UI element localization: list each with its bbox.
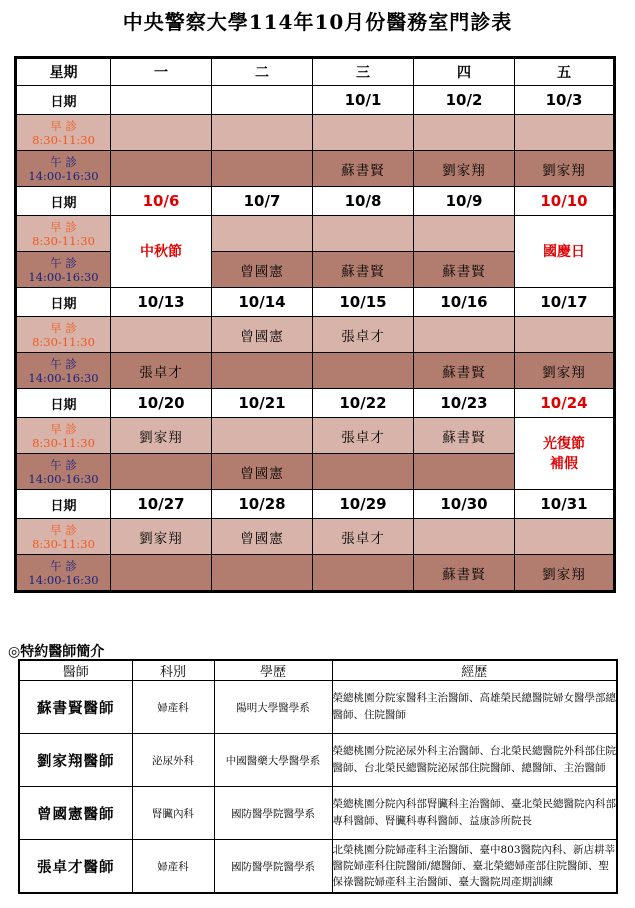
date-cell: 10/27 <box>111 490 212 519</box>
weekday-mon: 一 <box>111 58 212 86</box>
doctor-exp: 北榮桃園分院婦產科主治醫師、臺中803醫院內科、新店耕莘醫院婦產科住院醫師/總醫師、臺北榮總婦產部住院醫師、聖保祿醫院婦產科主治醫師、臺大醫院周產期訓練 <box>332 840 617 894</box>
date-cell: 10/13 <box>111 288 212 317</box>
afternoon-slot: 張卓才 <box>111 353 212 389</box>
date-row <box>16 389 615 418</box>
morning-label <box>16 519 111 555</box>
afternoon-slot <box>212 555 313 592</box>
afternoon-slot: 劉家翔 <box>515 353 615 389</box>
doctors-header-exp: 經歷 <box>332 660 617 681</box>
doctor-edu: 中國醫藥大學醫學系 <box>214 734 332 787</box>
holiday-mid-autumn: 中秋節 <box>111 216 212 288</box>
doctor-dept: 腎臟內科 <box>132 787 214 840</box>
table-row <box>19 734 617 787</box>
doctor-edu: 國防醫學院醫學系 <box>214 840 332 894</box>
doctor-dept: 婦產科 <box>132 840 214 894</box>
date-cell: 10/20 <box>111 389 212 418</box>
doctor-dept: 婦產科 <box>132 681 214 734</box>
doctors-header-dept: 科別 <box>132 660 214 681</box>
afternoon-time: 14:00-16:30 <box>28 370 99 385</box>
morning-label <box>16 317 111 353</box>
afternoon-label <box>16 454 111 490</box>
afternoon-slot <box>414 454 515 490</box>
afternoon-slot: 曾國憲 <box>212 252 313 288</box>
afternoon-slot: 蘇書賢 <box>313 151 414 187</box>
morning-slot: 張卓才 <box>313 418 414 454</box>
table-row <box>19 787 617 840</box>
date-cell: 10/23 <box>414 389 515 418</box>
date-cell: 10/17 <box>515 288 615 317</box>
morning-slot: 蘇書賢 <box>414 418 515 454</box>
date-row <box>16 86 615 115</box>
afternoon-slot: 蘇書賢 <box>414 353 515 389</box>
afternoon-slot <box>111 454 212 490</box>
afternoon-name: 午 診 <box>50 356 77 371</box>
morning-row <box>16 115 615 151</box>
table-row <box>19 840 617 894</box>
date-cell: 10/1 <box>313 86 414 115</box>
afternoon-slot <box>111 151 212 187</box>
afternoon-name: 午 診 <box>50 255 77 270</box>
weekday-thu: 四 <box>414 58 515 86</box>
doctor-edu: 國防醫學院醫學系 <box>214 787 332 840</box>
afternoon-slot <box>212 151 313 187</box>
morning-slot <box>515 519 615 555</box>
morning-name: 早 診 <box>50 522 77 537</box>
date-cell: 10/29 <box>313 490 414 519</box>
table-row <box>19 681 617 734</box>
afternoon-time: 14:00-16:30 <box>28 572 99 587</box>
holiday-national-day: 國慶日 <box>515 216 615 288</box>
morning-time: 8:30-11:30 <box>32 435 95 450</box>
date-cell-holiday: 10/6 <box>111 187 212 216</box>
morning-time: 8:30-11:30 <box>32 233 95 248</box>
morning-slot <box>414 317 515 353</box>
morning-name: 早 診 <box>50 421 77 436</box>
morning-slot: 劉家翔 <box>111 418 212 454</box>
date-cell: 10/2 <box>414 86 515 115</box>
holiday-retrocession-line1: 光復節 <box>543 435 585 452</box>
morning-slot <box>111 115 212 151</box>
date-label: 日期 <box>16 490 111 519</box>
page-title: 中央警察大學114年10月份醫務室門診表 <box>122 10 513 34</box>
morning-slot <box>111 317 212 353</box>
morning-slot <box>414 115 515 151</box>
afternoon-row <box>16 555 615 592</box>
date-cell: 10/7 <box>212 187 313 216</box>
doctors-header-row <box>19 660 617 681</box>
date-cell: 10/9 <box>414 187 515 216</box>
morning-time: 8:30-11:30 <box>32 132 95 147</box>
afternoon-slot <box>111 555 212 592</box>
morning-slot: 張卓才 <box>313 519 414 555</box>
afternoon-slot <box>313 454 414 490</box>
date-cell: 10/8 <box>313 187 414 216</box>
morning-row <box>16 418 615 454</box>
morning-slot <box>212 418 313 454</box>
afternoon-label <box>16 555 111 592</box>
afternoon-slot: 蘇書賢 <box>313 252 414 288</box>
date-cell: 10/14 <box>212 288 313 317</box>
morning-slot: 張卓才 <box>313 317 414 353</box>
doctor-exp: 榮總桃園分院內科部腎臟科主治醫師、臺北榮民總醫院內科部專科醫師、腎臟科專科醫師、益康診所院長 <box>332 787 617 840</box>
morning-slot <box>515 115 615 151</box>
morning-time: 8:30-11:30 <box>32 536 95 551</box>
afternoon-time: 14:00-16:30 <box>28 471 99 486</box>
morning-row <box>16 519 615 555</box>
afternoon-slot: 曾國憲 <box>212 454 313 490</box>
morning-row <box>16 317 615 353</box>
morning-name: 早 診 <box>50 219 77 234</box>
holiday-retrocession-line2: 補假 <box>550 455 578 472</box>
weekday-wed: 三 <box>313 58 414 86</box>
clinic-schedule-table <box>14 56 616 593</box>
date-row <box>16 187 615 216</box>
date-cell: 10/28 <box>212 490 313 519</box>
date-row <box>16 288 615 317</box>
date-cell-holiday: 10/10 <box>515 187 615 216</box>
doctor-dept: 泌尿外科 <box>132 734 214 787</box>
morning-label <box>16 115 111 151</box>
morning-slot <box>414 519 515 555</box>
afternoon-slot: 蘇書賢 <box>414 555 515 592</box>
afternoon-slot <box>313 555 414 592</box>
morning-time: 8:30-11:30 <box>32 334 95 349</box>
date-label: 日期 <box>16 187 111 216</box>
date-label: 日期 <box>16 86 111 115</box>
doctors-table <box>18 659 618 894</box>
date-cell: 10/30 <box>414 490 515 519</box>
doctor-name: 劉家翔醫師 <box>19 734 132 787</box>
afternoon-name: 午 診 <box>50 457 77 472</box>
weekday-tue: 二 <box>212 58 313 86</box>
afternoon-slot: 蘇書賢 <box>414 252 515 288</box>
doctor-name: 蘇書賢醫師 <box>19 681 132 734</box>
date-cell <box>212 86 313 115</box>
date-cell-holiday: 10/24 <box>515 389 615 418</box>
date-cell: 10/21 <box>212 389 313 418</box>
doctor-edu: 陽明大學醫學系 <box>214 681 332 734</box>
afternoon-slot: 劉家翔 <box>515 151 615 187</box>
doctors-header-edu: 學歷 <box>214 660 332 681</box>
holiday-retrocession <box>515 418 615 490</box>
morning-slot <box>414 216 515 252</box>
morning-slot: 曾國憲 <box>212 519 313 555</box>
morning-slot <box>313 115 414 151</box>
afternoon-label <box>16 151 111 187</box>
doctor-exp: 榮總桃園分院泌尿外科主治醫師、台北榮民總醫院外科部住院醫師、台北榮民總醫院泌尿部住院醫師、總醫師、主治醫師 <box>332 734 617 787</box>
afternoon-row <box>16 151 615 187</box>
afternoon-slot <box>313 353 414 389</box>
date-cell: 10/15 <box>313 288 414 317</box>
doctors-header-doctor: 醫師 <box>19 660 132 681</box>
afternoon-name: 午 診 <box>50 154 77 169</box>
doctor-name: 曾國憲醫師 <box>19 787 132 840</box>
afternoon-row <box>16 353 615 389</box>
afternoon-slot: 劉家翔 <box>515 555 615 592</box>
date-label: 日期 <box>16 389 111 418</box>
morning-slot <box>212 216 313 252</box>
date-label: 日期 <box>16 288 111 317</box>
weekday-fri: 五 <box>515 58 615 86</box>
morning-row <box>16 216 615 252</box>
afternoon-time: 14:00-16:30 <box>28 168 99 183</box>
afternoon-time: 14:00-16:30 <box>28 269 99 284</box>
afternoon-name: 午 診 <box>50 558 77 573</box>
header-row <box>16 58 615 86</box>
date-cell: 10/16 <box>414 288 515 317</box>
morning-label <box>16 216 111 252</box>
weekday-header-label: 星期 <box>16 58 111 86</box>
morning-slot <box>212 115 313 151</box>
morning-slot: 劉家翔 <box>111 519 212 555</box>
date-cell <box>111 86 212 115</box>
afternoon-label <box>16 252 111 288</box>
afternoon-label <box>16 353 111 389</box>
morning-slot <box>515 317 615 353</box>
date-cell: 10/22 <box>313 389 414 418</box>
date-cell: 10/31 <box>515 490 615 519</box>
morning-name: 早 診 <box>50 320 77 335</box>
doctor-exp: 榮總桃園分院家醫科主治醫師、高雄榮民總醫院婦女醫學部總醫師、住院醫師 <box>332 681 617 734</box>
morning-label <box>16 418 111 454</box>
date-row <box>16 490 615 519</box>
afternoon-slot <box>212 353 313 389</box>
morning-name: 早 診 <box>50 118 77 133</box>
date-cell: 10/3 <box>515 86 615 115</box>
morning-slot <box>313 216 414 252</box>
morning-slot: 曾國憲 <box>212 317 313 353</box>
afternoon-slot: 劉家翔 <box>414 151 515 187</box>
doctors-section-title: ◎特約醫師簡介 <box>8 644 105 660</box>
doctor-name: 張卓才醫師 <box>19 840 132 894</box>
